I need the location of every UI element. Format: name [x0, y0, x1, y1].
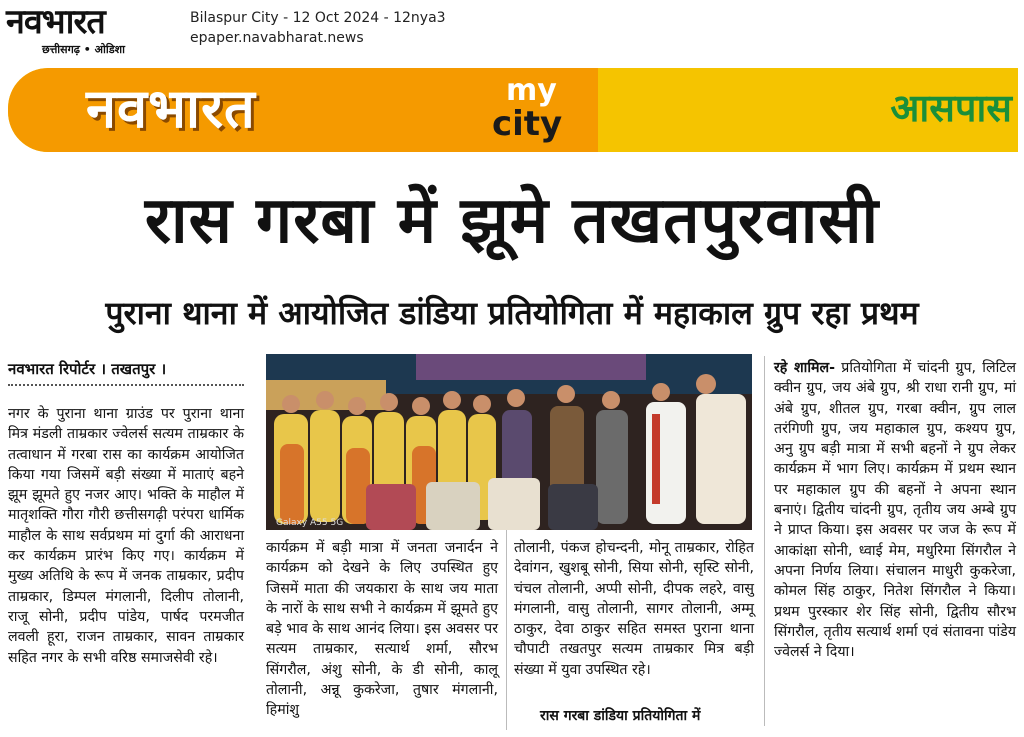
masthead — [0, 0, 1024, 62]
article-column-3 — [514, 538, 754, 698]
mycity-badge — [478, 68, 598, 152]
article-subheadline: पुराना थाना में आयोजित डांडिया प्रतियोगिता में महाकाल ग्रुप रहा प्रथम — [105, 294, 919, 332]
garba-group-photo — [266, 354, 752, 530]
column-divider — [506, 530, 507, 730]
column-4-paragraph — [774, 358, 1016, 662]
banner-brand: नवभारत — [86, 77, 256, 140]
article-headline: रास गरबा में झूमे तखतपुरवासी — [144, 184, 880, 258]
mycity-my: my — [506, 73, 557, 108]
column-4-lead: रहे शामिल- — [774, 360, 836, 376]
logo-region: छत्तीसगढ़ • ओडिशा — [42, 43, 125, 56]
article-byline: नवभारत रिपोर्टर । तखतपुर । — [8, 360, 167, 378]
masthead-logo[interactable] — [6, 2, 182, 58]
photo-credit: Galaxy A55 5G — [276, 518, 344, 528]
mycity-city: city — [492, 104, 563, 144]
column-3-footer-head: रास गरबा डांडिया प्रतियोगिता में — [540, 708, 701, 724]
section-name: आसपास — [890, 86, 1012, 130]
edition-info — [190, 8, 446, 48]
article-column-4 — [774, 358, 1016, 724]
site-link[interactable]: epaper.navabharat.news — [190, 30, 364, 46]
edition-line: Bilaspur City - 12 Oct 2024 - 12nya3 — [190, 10, 446, 26]
column-divider — [764, 356, 765, 726]
column-3-text: तोलानी, पंकज होचन्दनी, मोनू ताम्रकार, रोहित देवांगन, खुशबू सोनी, सिया सोनी, सृस्टि सोनी, चंचल तोलानी, अप्पी सोनी, दीपक लहरे, वासु मंगलानी, वासु तोलानी, सागर तोलानी, अम्मू ठाकुर, देवा ठाकुर सहित समस्त पुराना थाना चौपाटी तखतपुर सत्यम ताम्रकार मित्र बड़ी संख्या में युवा उपस्थित रहे। — [514, 540, 754, 678]
section-banner — [8, 68, 1018, 152]
column-2-text: कार्यक्रम में बड़ी मात्रा में जनता जनार्दन ने कार्यक्रम को देखने के लिए उपस्थित हुए जिसमें माता की जयकारा के साथ जय माता के नारों के साथ सभी ने कार्यक्रम में झूमते हुए बड़े भाव के साथ आनंद लिया। इस अवसर पर सत्यम ताम्रकार, सत्यार्थ शर्मा, सौरभ सिंगरौल, अंशु सोनी, के डी सोनी, कालू तोलानी, अन्नू कुकरेजा, तुषार मंगलानी, हिमांशु — [266, 540, 498, 719]
article-column-2 — [266, 538, 498, 724]
column-1-text: नगर के पुराना थाना ग्राउंड पर पुराना थाना मित्र मंडली ताम्रकार ज्वेलर्स सत्यम ताम्रकार के तत्वाधान में गरबा रास का कार्यक्रम आयोजित किया गया जिसमें बड़ी संख्या में माताएं बहने झूम झूमते हुए नजर आए। भक्ति के माहौल में मातृशक्ति गौरा गौरी छत्तीसगढ़ी परंपरा धार्मिक माहौल के साथ सर्वप्रथम मां दुर्गा की आराधना कर कार्यक्रम प्रारंभ किए गए। कार्यक्रम में मुख्य अतिथि के रूप में जनक ताम्रकार, प्रदीप ताम्रकार, डिम्पल मंगलानी, दिलीप तोलानी, राजू सोनी, प्रदीप पांडेय, पार्षद परमजीत लवली हूरा, राजन ताम्रकार, सावन ताम्रकार सहित नगर के सभी वरिष्ठ समाजसेवी रहे। — [8, 406, 244, 666]
logo-name: नवभारत — [6, 2, 105, 42]
article-photo[interactable] — [266, 354, 752, 530]
article-column-1 — [8, 404, 244, 722]
byline-divider — [8, 384, 244, 386]
column-4-text: प्रतियोगिता में चांदनी ग्रुप, लिटिल क्वीन ग्रुप, जय अंबे ग्रुप, श्री राधा रानी ग्रुप, मां अंबे ग्रुप, शीतल ग्रुप, गरबा क्वीन, ग्रुप लाल तरंगिणी ग्रुप, जय महाकाल ग्रुप, कश्यप ग्रुप, अनु ग्रुप बड़ी मात्रा में सभी बहनों ने ग्रुप लेकर कार्यक्रम में भाग लिए। कार्यक्रम में प्रथम स्थान पर महाकाल ग्रुप की बहनों ने अपना स्थान बनाएं। द्वितीय चांदनी ग्रुप, तृतीय जय अम्बे ग्रुप ने प्राप्त किया। इस अवसर पर जज के रूप में आकांक्षा सोनी, ध्वाई मेम, मधुरिमा सिंगरौल ने अपना निर्णय लिया। संचालन माधुरी कुकरेजा, कोमल सिंह ठाकुर, नितेश सिंगरौल ने किया। प्रथम पुरस्कार शेर सिंह सोनी, द्वितीय सौरभ सिंगरौल, तृतीय सत्यार्थ शर्मा एवं संतावना पांडेय ज्वेलर्स ने दिया। — [774, 360, 1017, 661]
